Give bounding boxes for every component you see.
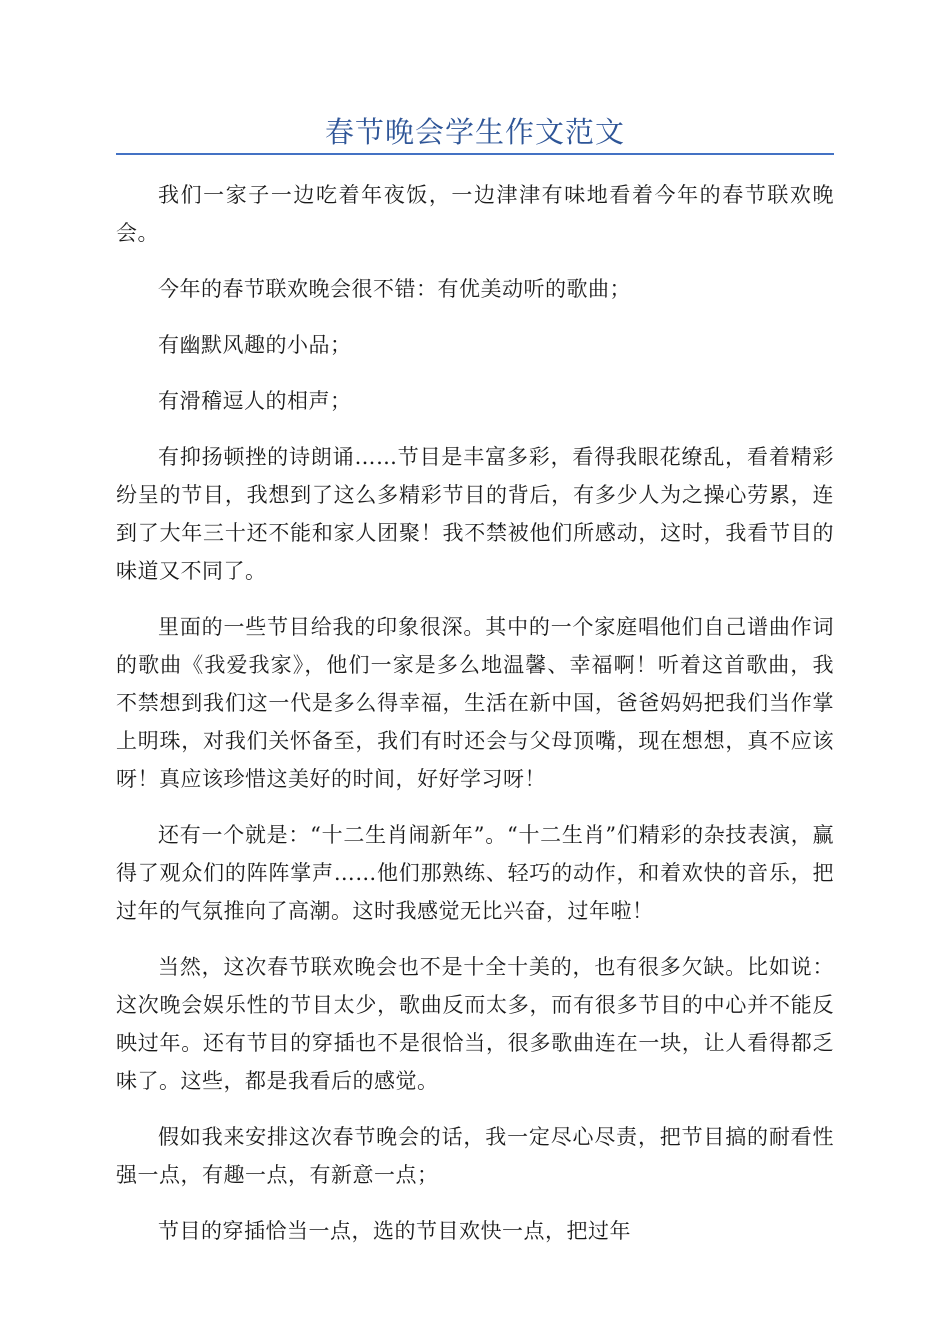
paragraph: 今年的春节联欢晚会很不错：有优美动听的歌曲； (158, 277, 631, 301)
paragraph: 假如我来安排这次春节晚会的话，我一定尽心尽责，把节目搞的耐看性强一点，有趣一点，有新意一点； (116, 1125, 834, 1187)
title-underline (116, 153, 834, 155)
paragraph: 里面的一些节目给我的印象很深。其中的一个家庭唱他们自己谱曲作词的歌曲《我爱我家》，他们一家是多么地温馨、幸福啊！听着这首歌曲，我不禁想到我们这一代是多么得幸福，生活在新中国，爸爸妈妈把我们当作掌上明珠，对我们关怀备至，我们有时还会与父母顶嘴，现在想想，真不应该呀！真应该珍惜这美好的时间，好好学习呀！ (116, 615, 834, 791)
paragraph: 还有一个就是：“十二生肖闹新年”。“十二生肖”们精彩的杂技表演，赢得了观众们的阵阵掌声……他们那熟练、轻巧的动作，和着欢快的音乐，把过年的气氛推向了高潮。这时我感觉无比兴奋，过年啦！ (116, 823, 834, 923)
paragraph: 当然，这次春节联欢晚会也不是十全十美的，也有很多欠缺。比如说：这次晚会娱乐性的节目太少，歌曲反而太多，而有很多节目的中心并不能反映过年。还有节目的穿插也不是很恰当，很多歌曲连在一块，让人看得都乏味了。这些，都是我看后的感觉。 (116, 955, 834, 1093)
paragraph: 有滑稽逗人的相声； (158, 389, 352, 413)
document-title: 春节晚会学生作文范文 (324, 115, 625, 149)
paragraph: 节目的穿插恰当一点，选的节目欢快一点，把过年 (158, 1219, 631, 1243)
paragraph: 我们一家子一边吃着年夜饭，一边津津有味地看着今年的春节联欢晚会。 (116, 183, 834, 245)
paragraph: 有幽默风趣的小品； (158, 333, 352, 357)
document-body (116, 176, 834, 1268)
paragraph: 有抑扬顿挫的诗朗诵……节目是丰富多彩，看得我眼花缭乱，看着精彩纷呈的节目，我想到了这么多精彩节目的背后，有多少人为之操心劳累，连到了大年三十还不能和家人团聚！我不禁被他们所感动，这时，我看节目的味道又不同了。 (116, 445, 834, 583)
